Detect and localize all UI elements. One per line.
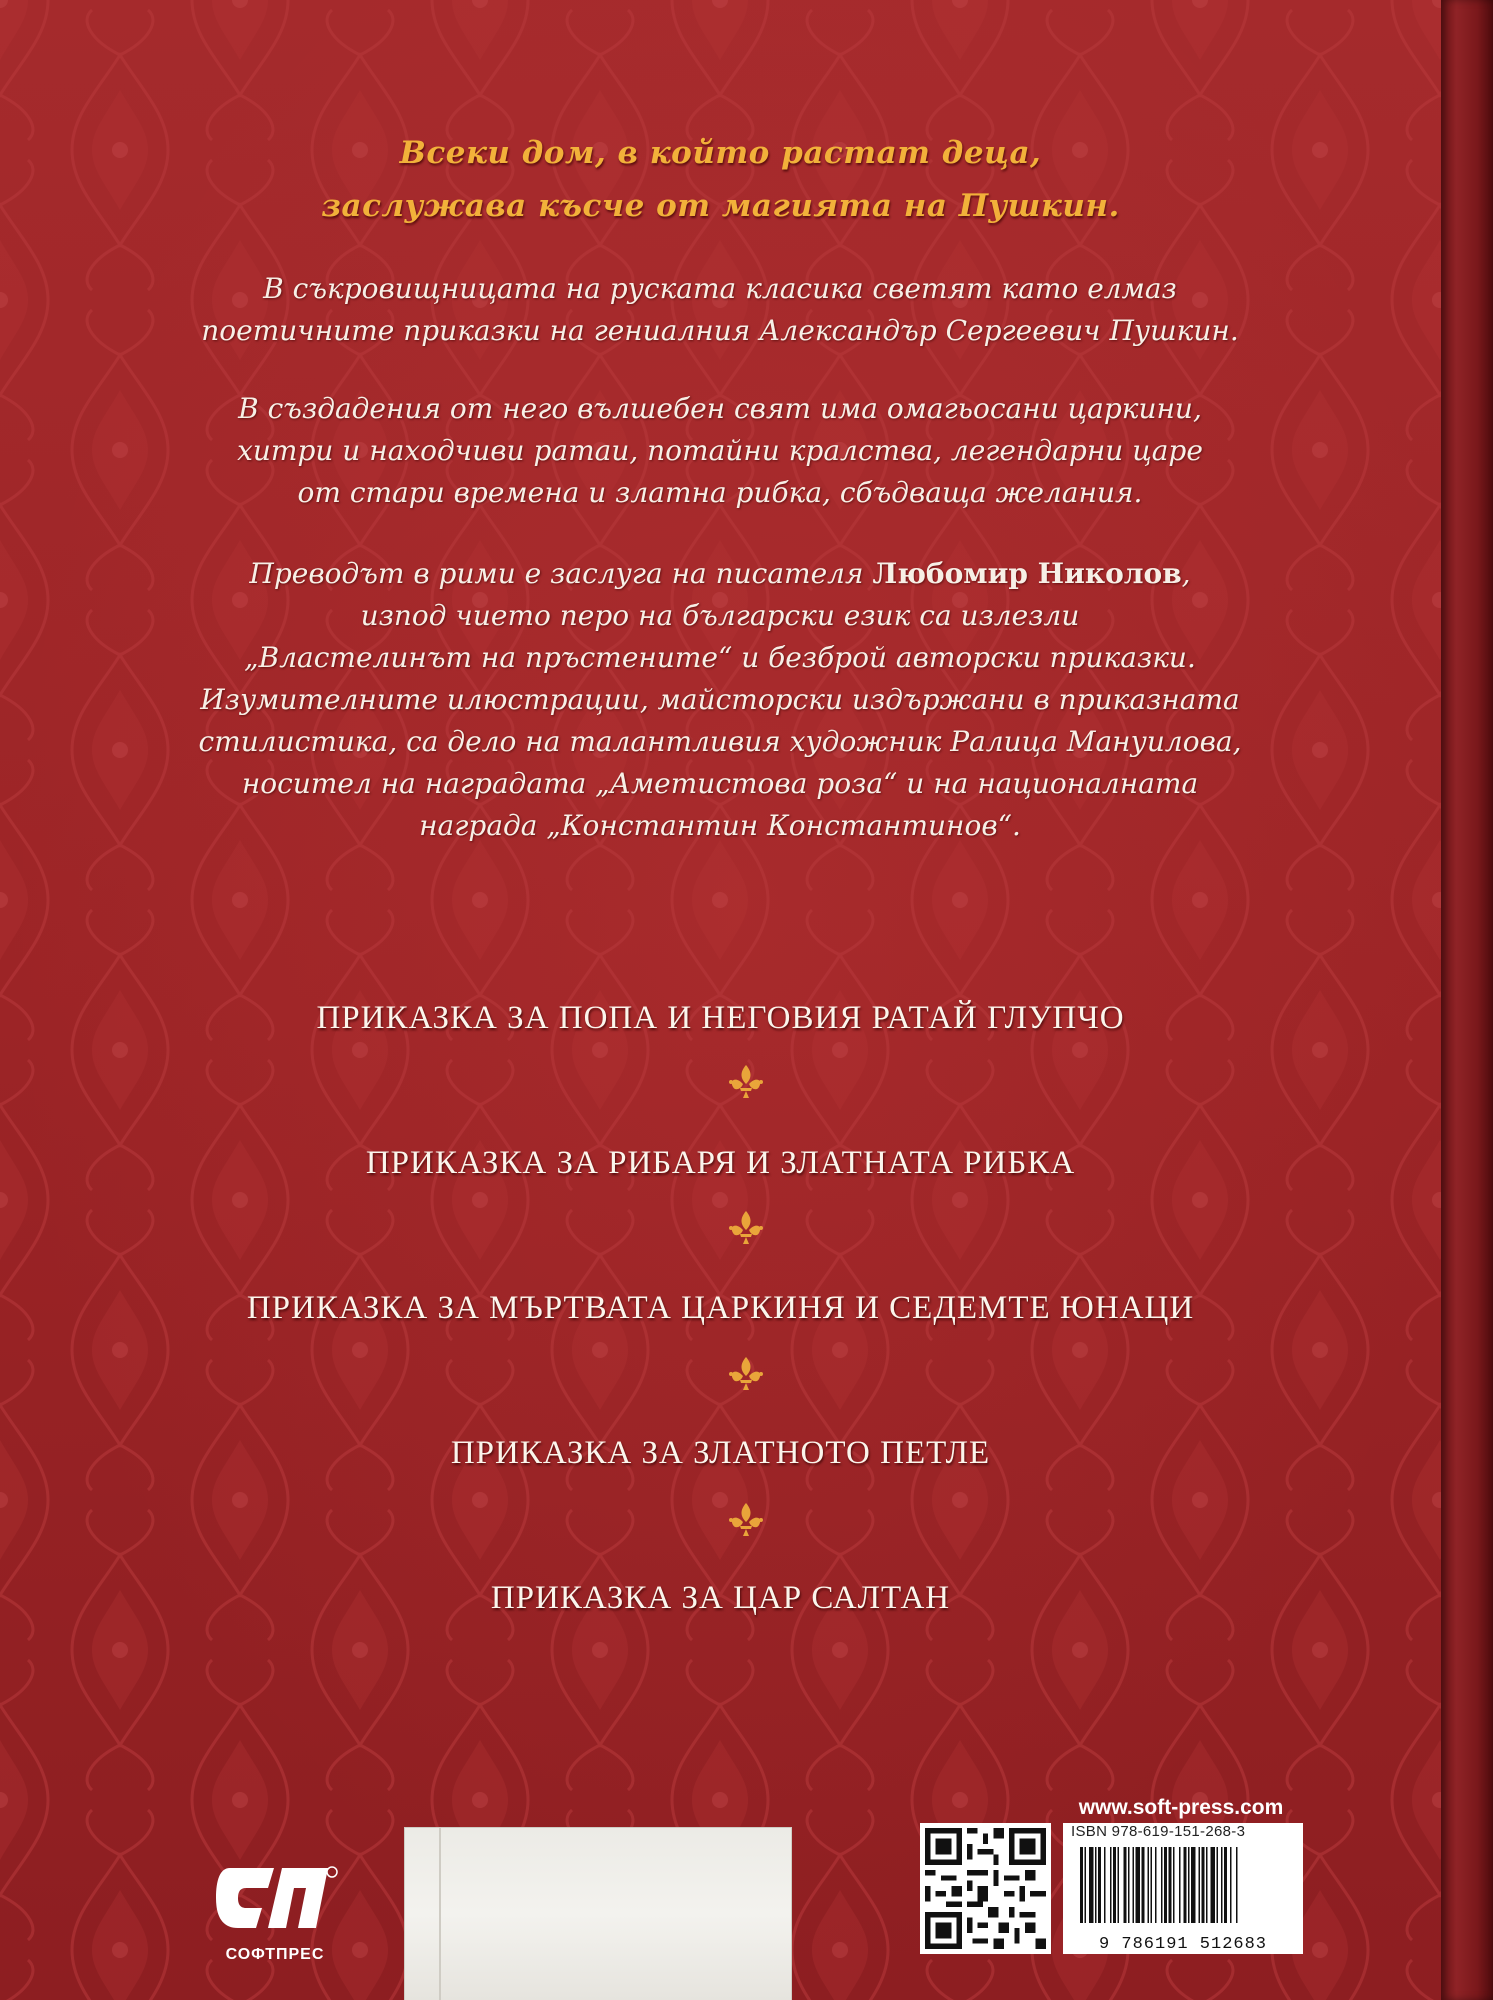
barcode-digits: 9 786191 512683 <box>1098 1935 1268 1954</box>
barcode-icon <box>1068 1847 1298 1937</box>
paragraph-2-line-3: от стари времена и златна рибка, сбъдваща желания. <box>297 476 1143 509</box>
isbn-text: ISBN 978-619-151-268-3 <box>1071 1823 1246 1840</box>
translator-name: Любомир Николов <box>872 557 1182 590</box>
story-title-3: ПРИКАЗКА ЗА МЪРТВАТА ЦАРКИНЯ И СЕДЕМТЕ ЮНАЦИ <box>246 1290 1195 1326</box>
paragraph-3-line-4: Изумителните илюстрации, майсторски издържани в приказната <box>200 683 1240 716</box>
story-title-4: ПРИКАЗКА ЗА ЗЛАТНОТО ПЕТЛЕ <box>450 1435 991 1471</box>
fleur-de-lis-ornament-icon <box>726 1062 766 1102</box>
paragraph-1-line-1: В съкровищницата на руската класика светят като елмаз <box>263 272 1177 305</box>
paragraph-3-line-1-text: Преводът в рими е заслуга на писателя <box>249 557 873 590</box>
paragraph-3-line-1-comma: , <box>1181 557 1191 590</box>
description-paragraph-2 <box>140 388 1300 514</box>
paragraph-3-line-7: награда „Константин Константинов“. <box>419 809 1021 842</box>
publisher-logo <box>210 1858 340 1948</box>
slogan-line-2: заслужава късче от магията на Пушкин. <box>321 188 1120 224</box>
fleur-de-lis-ornament-icon <box>726 1500 766 1540</box>
paragraph-3-line-1 <box>140 553 1300 595</box>
paragraph-3-line-3: „Властелинът на пръстените“ и безброй авторски приказки. <box>244 641 1196 674</box>
story-title-1: ПРИКАЗКА ЗА ПОПА И НЕГОВИЯ РАТАЙ ГЛУПЧО <box>316 1000 1125 1036</box>
publisher-website: www.soft-press.com <box>1078 1796 1284 1819</box>
description-paragraph-1 <box>140 268 1300 352</box>
book-spine-edge <box>1441 0 1493 2000</box>
publisher-name: СОФТПРЕС <box>225 1946 325 1963</box>
paragraph-2-line-1: В създадения от него вълшебен свят има омагьосани царкини, <box>238 392 1202 425</box>
description-paragraph-3 <box>140 553 1300 847</box>
qr-code-icon <box>920 1823 1051 1954</box>
story-title-5: ПРИКАЗКА ЗА ЦАР САЛТАН <box>490 1580 951 1616</box>
qr-code <box>920 1823 1051 1954</box>
paragraph-3-line-6: носител на наградата „Аметистова роза“ и на националната <box>241 767 1199 800</box>
fleur-de-lis-ornament-icon <box>726 1354 766 1394</box>
slogan-line-1: Всеки дом, в който растат деца, <box>399 135 1042 171</box>
price-sticker <box>404 1827 792 2000</box>
paragraph-1-line-2: поетичните приказки на гениалния Александър Сергеевич Пушкин. <box>201 314 1239 347</box>
fleur-de-lis-ornament-icon <box>726 1208 766 1248</box>
paragraph-2-line-2: хитри и находчиви ратаи, потайни кралства, легендарни царе <box>237 434 1203 467</box>
paragraph-3-line-2: изпод чието перо на български език са излезли <box>360 599 1080 632</box>
story-title-2: ПРИКАЗКА ЗА РИБАРЯ И ЗЛАТНАТА РИБКА <box>365 1145 1076 1181</box>
paragraph-3-line-5: стилистика, са дело на талантливия художник Ралица Мануилова, <box>198 725 1242 758</box>
